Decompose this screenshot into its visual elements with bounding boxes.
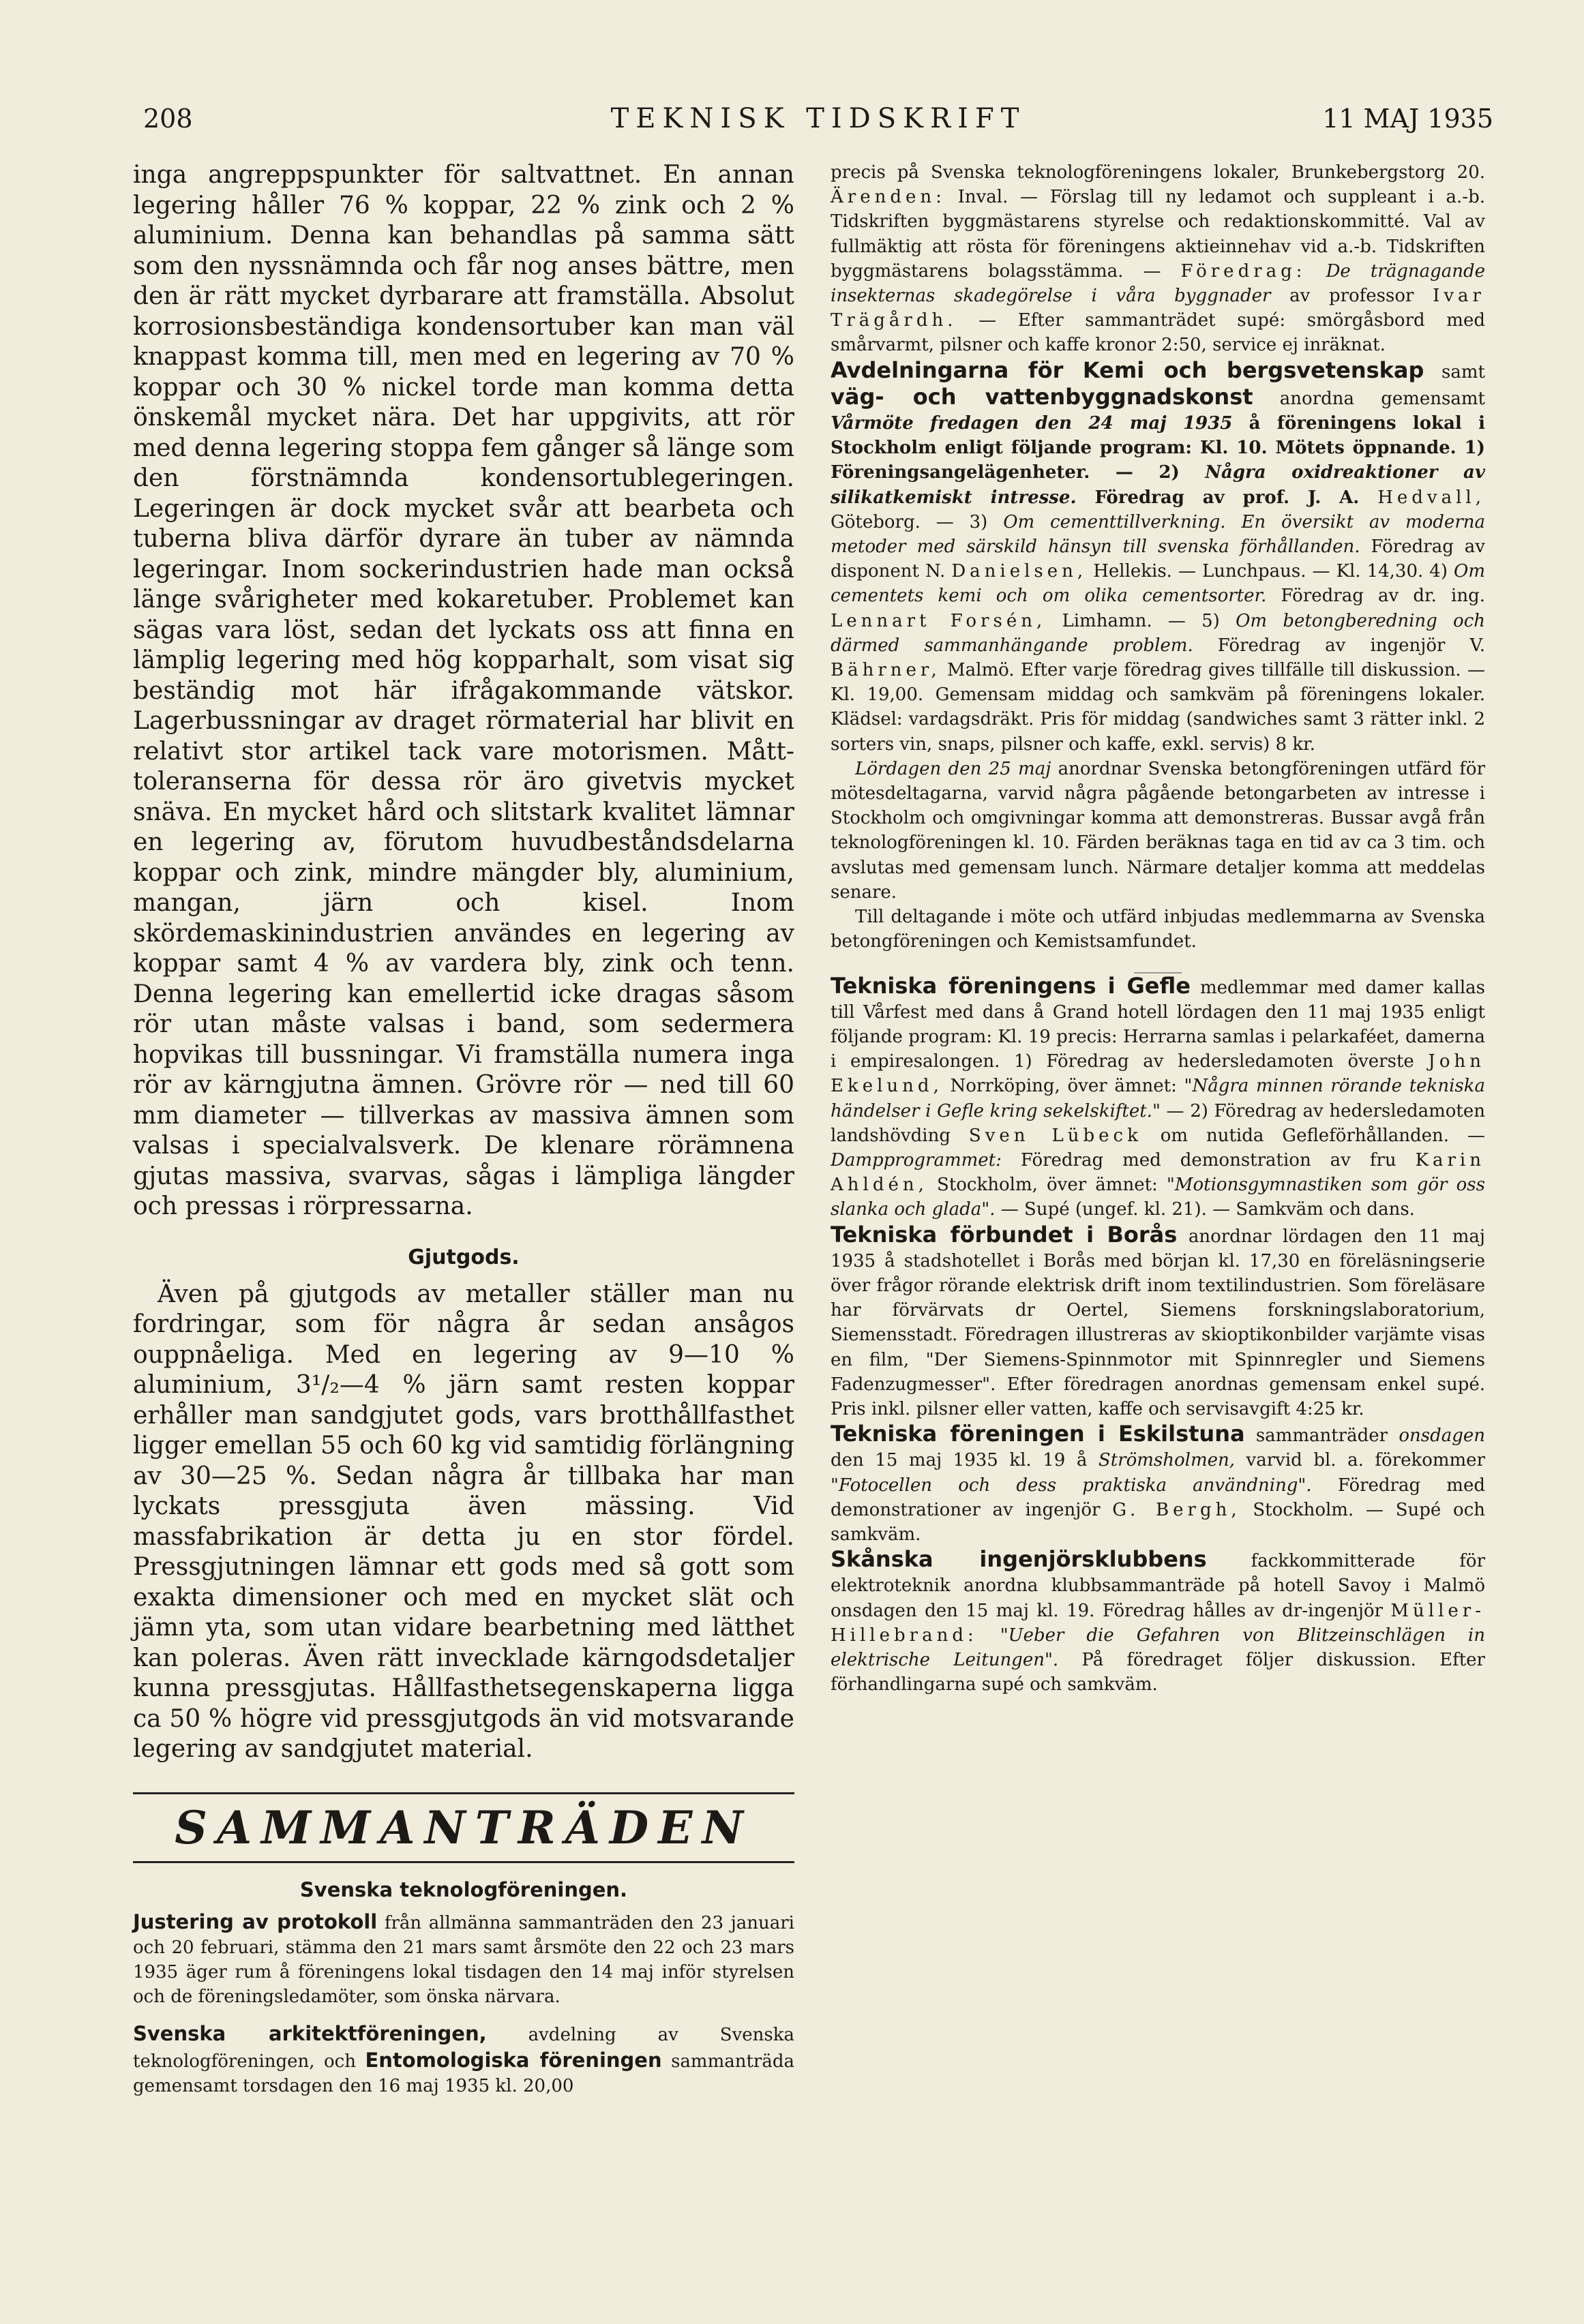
journal-title: TEKNISK TIDSKRIFT xyxy=(610,103,1026,134)
right-column xyxy=(831,160,1485,1697)
notice-lordag: Lördagen den 25 maj anordnar Svenska betongföreningen utfärd för mötesdeltagarna, varvid några pågående betongarbeten av intresse i Stockholm och omgivningar komma att demonstreras. Bussar avgå från teknologföreningen kl. 10. Färden beräknas taga en tid av ca 3 tim. och avslutas med gemensam lunch. Närmare detaljer komma att meddelas senare. xyxy=(831,758,1485,903)
left-column xyxy=(133,160,794,2098)
notice-boras: Tekniska förbundet i Borås anordnar lördagen den 11 maj 1935 å stadshotellet i Borås med början kl. 17,30 en föreläsningserie över frågor rörande elektrisk drift inom textilindustrien. Som föreläsare har förvärvats dr Oertel, Siemens forskningslaboratorium, Siemensstadt. Föredragen illustreras av skioptikonbilder varjämte visas en film, "Der Siemens-Spinnmotor mit Spinnregler und Siemens Fadenzugmesser". Efter föredragen anordnas gemensam enkel supé. Pris inkl. pilsner eller vatten, kaffe och servisavgift 4:25 kr. xyxy=(831,1221,1485,1419)
notice-kemi: Avdelningarna för Kemi och bergsvetenskap samt väg- och vattenbyggnadskonst anordna gemensamt Vårmöte fredagen den 24 maj 1935 å föreningens lokal i Stockholm enligt följande program: Kl. 10. Mötets öppnande. 1) Föreningsangelägenheter. — 2) Några oxidreaktioner av silikatkemiskt intresse. Föredrag av prof. J. A. Hedvall, Göteborg. — 3) Om cementtillverkning. En översikt av moderna metoder med särskild hänsyn till svenska förhållanden. Föredrag av disponent N. Danielsen, Hellekis. — Lunchpaus. — Kl. 14,30. 4) Om cementets kemi och om olika cementsorter. Föredrag av dr. ing. Lennart Forsén, Limhamn. — 5) Om betongberedning och därmed sammanhängande problem. Föredrag av ingenjör V. Bährner, Malmö. Efter varje föredrag gives tillfälle till diskussion. — Kl. 19,00. Gemensam middag och samkväm på föreningens lokaler. Klädsel: vardagsdräkt. Pris för middag (sandwiches samt 3 rätter inkl. 2 sorters vin, snaps, pilsner och kaffe, exkl. servis) 8 kr. xyxy=(831,357,1486,755)
notice-lead: Justering av protokoll xyxy=(133,1910,378,1933)
notice-list-left xyxy=(133,1910,794,2098)
notice-skane: Skånska ingenjörsklubbens fackkommitterade för elektroteknik anordna klubbsammanträde på hotell Savoy i Malmö onsdagen den 15 maj kl. 19. Föredrag hålles av dr-ingenjör Müller-Hillebrand: "Ueber die Gefahren von Blitzeinschlägen in elektrische Leitungen". På föredraget följer diskussion. Efter förhandlingarna supé och samkväm. xyxy=(831,1546,1486,1695)
sammantraden-banner: SAMMANTRÄDEN xyxy=(133,1792,794,1863)
notice-continued: precis på Svenska teknologföreningens lokaler, Brunkebergstorg 20. Ärenden: Inval. — Förslag till ny ledamot och suppleant i a.-b. Tidskriften byggmästarens styrelse och redaktionskommitté. Val av fullmäktig att rösta för föreningens aktieinnehav vid a.-b. Tidskriften byggmästarens bolagsstämma. — Föredrag: De trägnagande insekternas skadegörelse i våra byggnader av professor Ivar Trägårdh. — Efter sammanträdet supé: smörgåsbord med smårvarmt, pilsner och kaffe kronor 2:50, service ej inräknat. xyxy=(831,162,1486,356)
section-heading-teknologforeningen: Svenska teknologföreningen. xyxy=(299,1877,628,1901)
issue-date: 11 MAJ 1935 xyxy=(1322,104,1493,134)
notice-lead: Entomologiska föreningen xyxy=(365,2048,662,2072)
notice-gefle: Tekniska föreningens i Gefle medlemmar med damer kallas till Vårfest med dans å Grand hotell lördagen den 11 maj 1935 enligt följande program: Kl. 19 precis: Herrarna samlas i pelarkaféet, damerna i empiresalongen. 1) Föredrag av hedersledamoten överste John Ekelund, Norrköping, över ämnet: "Några minnen rörande tekniska händelser i Gefle kring sekelskiftet." — 2) Föredrag av hedersledamoten landshövding Sven Lübeck om nutida Gefleförhållanden. — Dampprogrammet: Föredrag med demonstration av fru Karin Ahldén, Stockholm, över ämnet: "Motionsgymnastiken som gör oss slanka och glada". — Supé (ungef. kl. 21). — Samkväm och dans. xyxy=(831,972,1485,1220)
article-paragraph: inga angreppspunkter för saltvattnet. En annan legering håller 76 % koppar, 22 % zink och 2 % aluminium. Denna kan behandlas på samma sätt som den nyssnämnda och får nog anses bättre, men den är rätt mycket dyrbarare att framställa. Absolut korrosionsbeständiga kondensortuber kan man väl knappast komma till, men med en legering av 70 % koppar och 30 % nickel torde man komma detta önskemål mycket nära. Det har uppgivits, att rör med denna legering stoppa fem gånger så länge som den förstnämnda kondensortublegeringen. Legeringen är dock mycket svår att bearbeta och tuberna bliva därför dyrare än tuber av nämnda legeringar. Inom sockerindustrien hade man också länge svårigheter med kokaretuber. Problemet kan sägas vara löst, sedan det lyckats oss att finna en lämplig legering med hög kopparhalt, som visat sig beständig mot här ifrågakommande vätskor. Lagerbussningar av draget rörmaterial har blivit en relativt stor artikel tack vare motorismen. Mått-toleranserna för dessa rör äro givetvis mycket snäva. En mycket hård och slitstark kvalitet lämnar en legering av, förutom huvudbeståndsdelarna koppar och zink, mindre mängder bly, aluminium, mangan, järn och kisel. Inom skördemaskinindustrien användes en legering av koppar samt 4 % av vardera bly, zink och tenn. Denna legering kan emellertid icke dragas såsom rör utan måste valsas i band, som sedermera hopvikas till bussningar. Vi framställa numera inga rör av kärngjutna ämnen. Grövre rör — ned till 60 mm diameter — tillverkas av massiva ämnen som valsas i specialvalsverk. De klenare rörämnena gjutas massiva, svarvas, sågas i lämpliga längder och pressas i rörpressarna. xyxy=(133,161,794,1220)
notice-eskilstuna: Tekniska föreningen i Eskilstuna sammanträder onsdagen den 15 maj 1935 kl. 19 å Strömsholmen, varvid bl. a. förekommer "Fotocellen och dess praktiska användning". Föredrag med demonstrationer av ingenjör G. Bergh, Stockholm. — Supé och samkväm. xyxy=(831,1421,1486,1545)
article-paragraph: Även på gjutgods av metaller ställer man nu fordringar, som för några år sedan ansågos ouppnåeliga. Med en legering av 9—10 % aluminium, 3¹/₂—4 % järn samt resten koppar erhåller man sandgjutet gods, vars brotthållfasthet ligger emellan 55 och 60 kg vid samtidig förlängning av 30—25 %. Sedan några år tillbaka har man lyckats pressgjuta även mässing. Vid massfabrikation är detta ju en stor fördel. Pressgjutningen lämnar ett gods med så gott som exakta dimensioner och med en mycket slät och jämn yta, som utan vidare bearbetning med lätthet kan poleras. Även rätt invecklade kärngodsdetaljer kunna pressgjutas. Hållfasthetsegenskaperna ligga ca 50 % högre vid pressgjutgods än vid motsvarande legering av sandgjutet material. xyxy=(133,1280,794,1763)
notice-arkitekt: Svenska arkitektföreningen, avdelning av Svenska teknologföreningen, och Entomologiska föreningen sammanträda gemensamt torsdagen den 16 maj 1935 kl. 20,00 xyxy=(133,2022,795,2096)
notice-lead: Svenska arkitektföreningen, xyxy=(133,2022,487,2046)
section-heading-gjutgods: Gjutgods. xyxy=(408,1245,520,1269)
page-number: 208 xyxy=(143,104,193,134)
notice-justering: Justering av protokoll från allmänna sammanträden den 23 januari och 20 februari, stämma den 21 mars samt årsmöte den 22 och 23 mars 1935 äger rum å föreningens lokal tisdagen den 14 maj inför styrelsen och de föreningsledamöter, som önska närvara. xyxy=(133,1910,794,2008)
notice-till: Till deltagande i möte och utfärd inbjudas medlemmarna av Svenska betongföreningen och Kemistsamfundet. xyxy=(831,907,1485,952)
page-header xyxy=(143,102,1493,143)
